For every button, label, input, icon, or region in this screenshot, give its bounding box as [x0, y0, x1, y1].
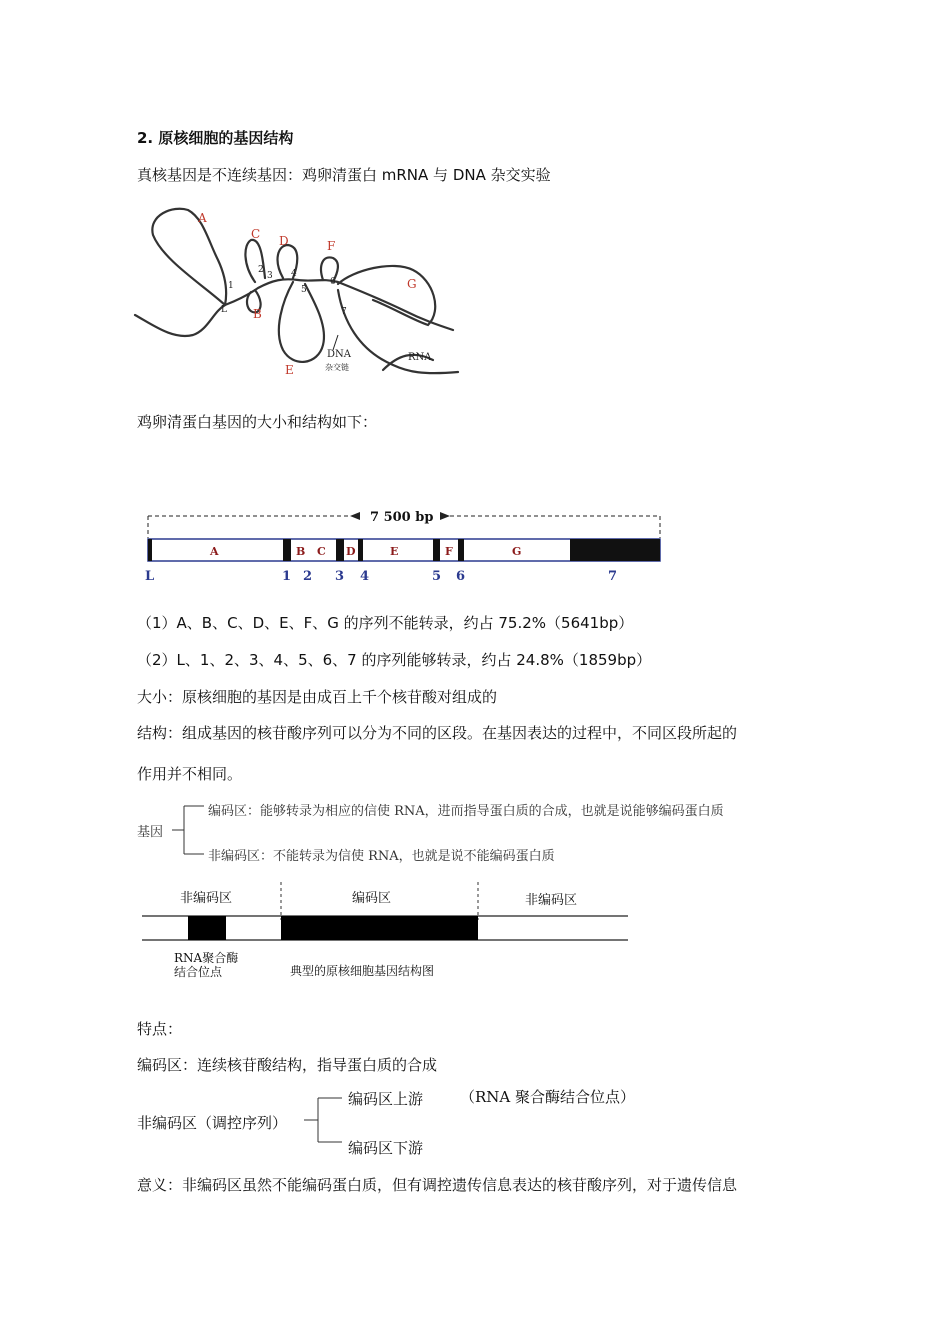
segment-label: B — [296, 545, 306, 558]
segment-label: A — [210, 545, 219, 558]
loop-label: D — [279, 234, 289, 248]
position-number: 4 — [360, 569, 370, 584]
loop-label: G — [407, 277, 417, 291]
noncoding-bracket — [302, 1090, 352, 1152]
position-number: 5 — [432, 569, 442, 584]
loop-label: B — [253, 307, 262, 321]
structure-text-2: 作用并不相同。 — [137, 765, 243, 783]
downstream-label: 编码区下游 — [348, 1139, 424, 1157]
loop-label: A — [198, 211, 207, 225]
coding-definition: 编码区：能够转录为相应的信使 RNA，进而指导蛋白质的合成，也就是说能够编码蛋白质 — [208, 804, 724, 819]
hybridization-figure — [133, 200, 463, 380]
position-number: 6 — [456, 569, 466, 584]
structure-text-1: 结构：组成基因的核苷酸序列可以分为不同的区段。在基因表达的过程中，不同区段所起的 — [137, 724, 738, 742]
segment-label: G — [512, 545, 522, 558]
position-number: L — [145, 569, 155, 584]
position-number: 1 — [282, 569, 292, 584]
prokaryotic-gene-diagram — [140, 878, 632, 988]
position-label: 4 — [291, 269, 297, 279]
position-label: 3 — [267, 271, 273, 281]
length-label: 7 500 bp — [370, 510, 434, 525]
size-intro: 鸡卵清蛋白基因的大小和结构如下： — [137, 413, 378, 431]
loop-label: E — [285, 363, 294, 377]
position-label: L — [221, 305, 227, 315]
segment-label: E — [390, 545, 399, 558]
left-noncoding-label: 非编码区 — [180, 891, 233, 906]
position-label: 2 — [258, 265, 264, 275]
position-label: 6 — [330, 277, 336, 287]
right-noncoding-label: 非编码区 — [525, 893, 578, 908]
position-number: 7 — [608, 569, 618, 584]
gene-map — [140, 500, 670, 590]
dna-label: DNA — [327, 349, 351, 360]
dna-sub-label: 杂交链 — [325, 363, 349, 372]
gene-root: 基因 — [137, 825, 164, 840]
position-number: 3 — [335, 569, 345, 584]
size-text: 大小：原核细胞的基因是由成百上千个核苷酸对组成的 — [137, 688, 498, 706]
segment-label: D — [346, 545, 356, 558]
segment-label: C — [317, 545, 326, 558]
noncoding-root: 非编码区（调控序列） — [137, 1114, 288, 1132]
binding-site-label-1: RNA聚合酶 — [174, 951, 239, 965]
coding-region-label: 编码区 — [352, 891, 392, 906]
loop-label: F — [327, 239, 336, 253]
binding-site-label-2: 结合位点 — [174, 965, 223, 979]
features-label: 特点： — [137, 1020, 183, 1038]
coding-feature: 编码区：连续核苷酸结构，指导蛋白质的合成 — [137, 1056, 438, 1074]
loop-label: C — [251, 227, 261, 241]
upstream-note: （RNA 聚合酶结合位点） — [460, 1088, 636, 1106]
list-item-1: （1）A、B、C、D、E、F、G 的序列不能转录，约占 75.2%（5641bp） — [137, 614, 634, 632]
noncoding-definition: 非编码区：不能转录为信使 RNA，也就是说不能编码蛋白质 — [208, 849, 555, 864]
position-number: 2 — [303, 569, 313, 584]
segment-label: F — [445, 545, 453, 558]
position-label: 1 — [228, 281, 234, 291]
rna-label: RNA — [408, 352, 432, 363]
position-label: 5 — [301, 285, 307, 295]
list-item-2: （2）L、1、2、3、4、5、6、7 的序列能够转录，约占 24.8%（1859bp） — [137, 651, 652, 669]
meaning-text: 意义：非编码区虽然不能编码蛋白质，但有调控遗传信息表达的核苷酸序列，对于遗传信息 — [137, 1176, 738, 1194]
diagram-caption: 典型的原核细胞基因结构图 — [290, 964, 435, 978]
section-heading: 2. 原核细胞的基因结构 — [137, 129, 294, 147]
intro-text: 真核基因是不连续基因：鸡卵清蛋白 mRNA 与 DNA 杂交实验 — [137, 166, 551, 184]
upstream-label: 编码区上游 — [348, 1090, 424, 1108]
position-label: 7 — [341, 307, 347, 317]
